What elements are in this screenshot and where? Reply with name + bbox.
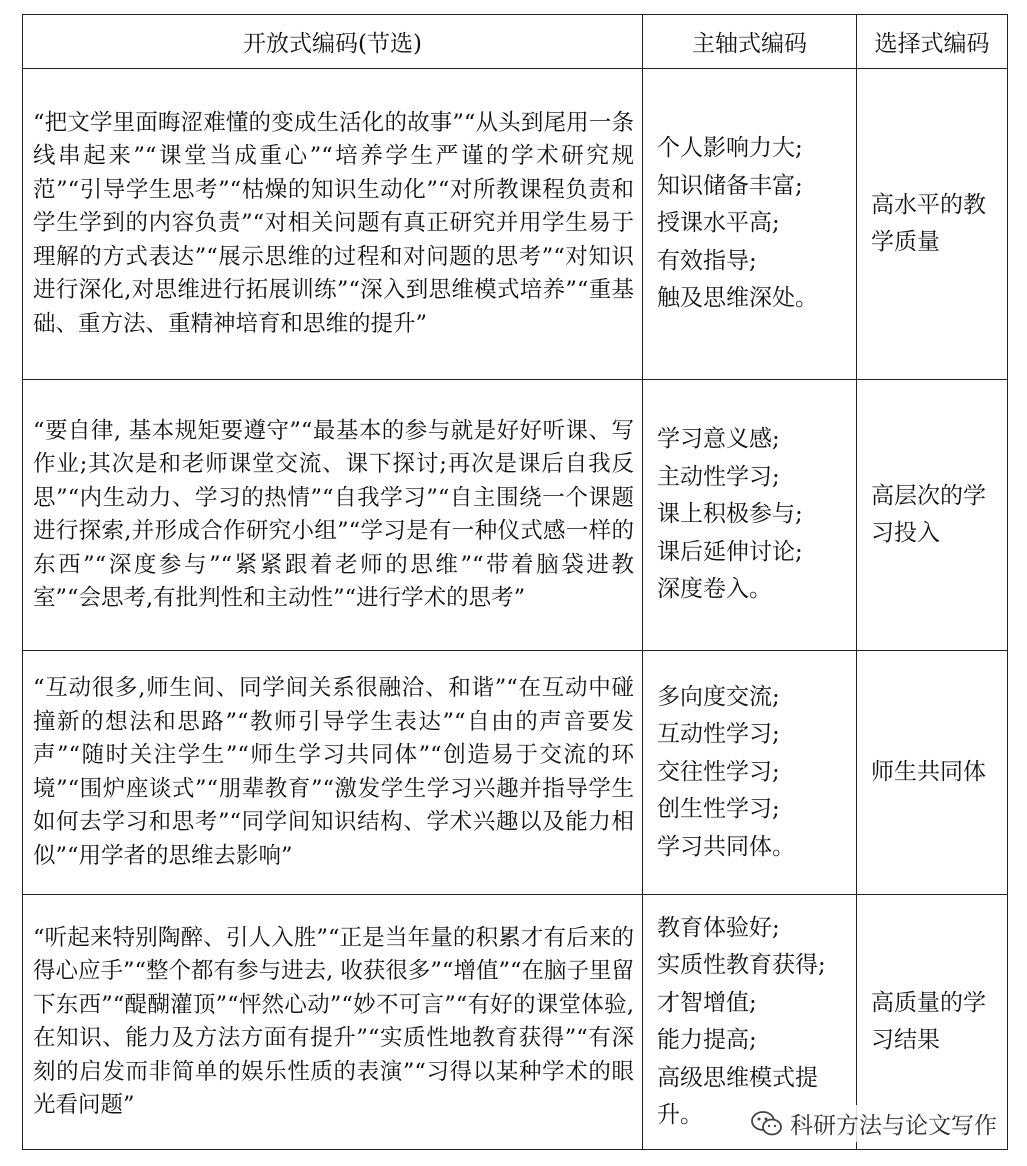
open-coding-cell: “听起来特别陶醉、引人入胜”“正是当年量的积累才有后来的得心应手”“整个都有参与进去, 收获很多”“增值”“在脑子里留下东西”“醍醐灌顶”“怦然心动”“妙不可言”“有好的课堂体验,在知识、能力及方法方面有提升”“实质性地教育获得”“有深刻的启发而非简单的娱乐性质的表演”“习得以某种学术的眼光看问题”	[23, 895, 643, 1150]
selective-coding-cell: 高水平的教学质量	[857, 69, 1008, 380]
header-open-coding: 开放式编码(节选)	[23, 15, 643, 69]
axial-item: 创生性学习;	[657, 796, 780, 823]
axial-item: 能力提高;	[657, 1027, 757, 1053]
selective-coding-cell: 高质量的学习结果	[857, 895, 1008, 1150]
axial-item: 个人影响力大;	[657, 135, 803, 162]
axial-coding-cell	[643, 651, 857, 895]
table-row	[23, 69, 1008, 380]
wechat-icon	[750, 1110, 784, 1138]
axial-item: 高级思维模式提升。	[657, 1064, 818, 1128]
axial-coding-cell	[643, 69, 857, 380]
open-coding-cell: “要自律, 基本规矩要遵守”“最基本的参与就是好好听课、写作业;其次是和老师课堂交流、课下探讨;再次是课后自我反思”“内生动力、学习的热情”“自我学习”“自主围绕一个课题进行探索,并形成合作研究小组”“学习是有一种仪式感一样的东西”“深度参与”“紧紧跟着老师的思维”“带着脑袋进教室”“会思考,有批判性和主动性”“进行学术的思考”	[23, 380, 643, 651]
axial-item: 实质性教育获得;	[657, 952, 826, 978]
watermark-text: 科研方法与论文写作	[790, 1113, 997, 1139]
open-coding-cell: “把文学里面晦涩难懂的变成生活化的故事”“从头到尾用一条线串起来”“课堂当成重心”“培养学生严谨的学术研究规范”“引导学生思考”“枯燥的知识生动化”“对所教课程负责和学生学到的内容负责”“对相关问题有真正研究并用学生易于理解的方式表达”“展示思维的过程和对问题的思考”“对知识进行深化,对思维进行拓展训练”“深入到思维模式培养”“重基础、重方法、重精神培育和思维的提升”	[23, 69, 643, 380]
header-axial-coding: 主轴式编码	[643, 15, 857, 69]
axial-item: 学习意义感;	[657, 426, 780, 453]
axial-item: 授课水平高;	[657, 210, 780, 237]
axial-item: 触及思维深处。	[657, 285, 818, 312]
axial-item: 深度卷入。	[657, 576, 772, 603]
axial-item: 课上积极参与;	[657, 501, 803, 528]
header-selective-coding: 选择式编码	[857, 15, 1008, 69]
axial-item: 知识储备丰富;	[657, 172, 803, 199]
axial-item: 学习共同体。	[657, 833, 795, 860]
header-row	[23, 15, 1008, 69]
table-row	[23, 651, 1008, 895]
watermark	[746, 1105, 1001, 1142]
axial-item: 才智增值;	[657, 989, 757, 1016]
axial-item: 主动性学习;	[657, 463, 780, 490]
axial-item: 教育体验好;	[657, 914, 780, 941]
coding-table	[22, 14, 1008, 1150]
axial-coding-cell	[643, 380, 857, 651]
selective-coding-cell: 高层次的学习投入	[857, 380, 1008, 651]
axial-item: 有效指导;	[657, 247, 757, 274]
axial-item: 多向度交流;	[657, 683, 780, 710]
selective-coding-cell: 师生共同体	[857, 651, 1008, 895]
open-coding-cell: “互动很多,师生间、同学间关系很融洽、和谐”“在互动中碰撞新的想法和思路”“教师引导学生表达”“自由的声音要发声”“随时关注学生”“师生学习共同体”“创造易于交流的环境”“围炉座谈式”“朋辈教育”“激发学生学习兴趣并指导学生如何去学习和思考”“同学间知识结构、学术兴趣以及能力相似”“用学者的思维去影响”	[23, 651, 643, 895]
axial-item: 交往性学习;	[657, 758, 780, 785]
axial-item: 互动性学习;	[657, 721, 780, 748]
table-row	[23, 380, 1008, 651]
axial-item: 课后延伸讨论;	[657, 538, 803, 565]
